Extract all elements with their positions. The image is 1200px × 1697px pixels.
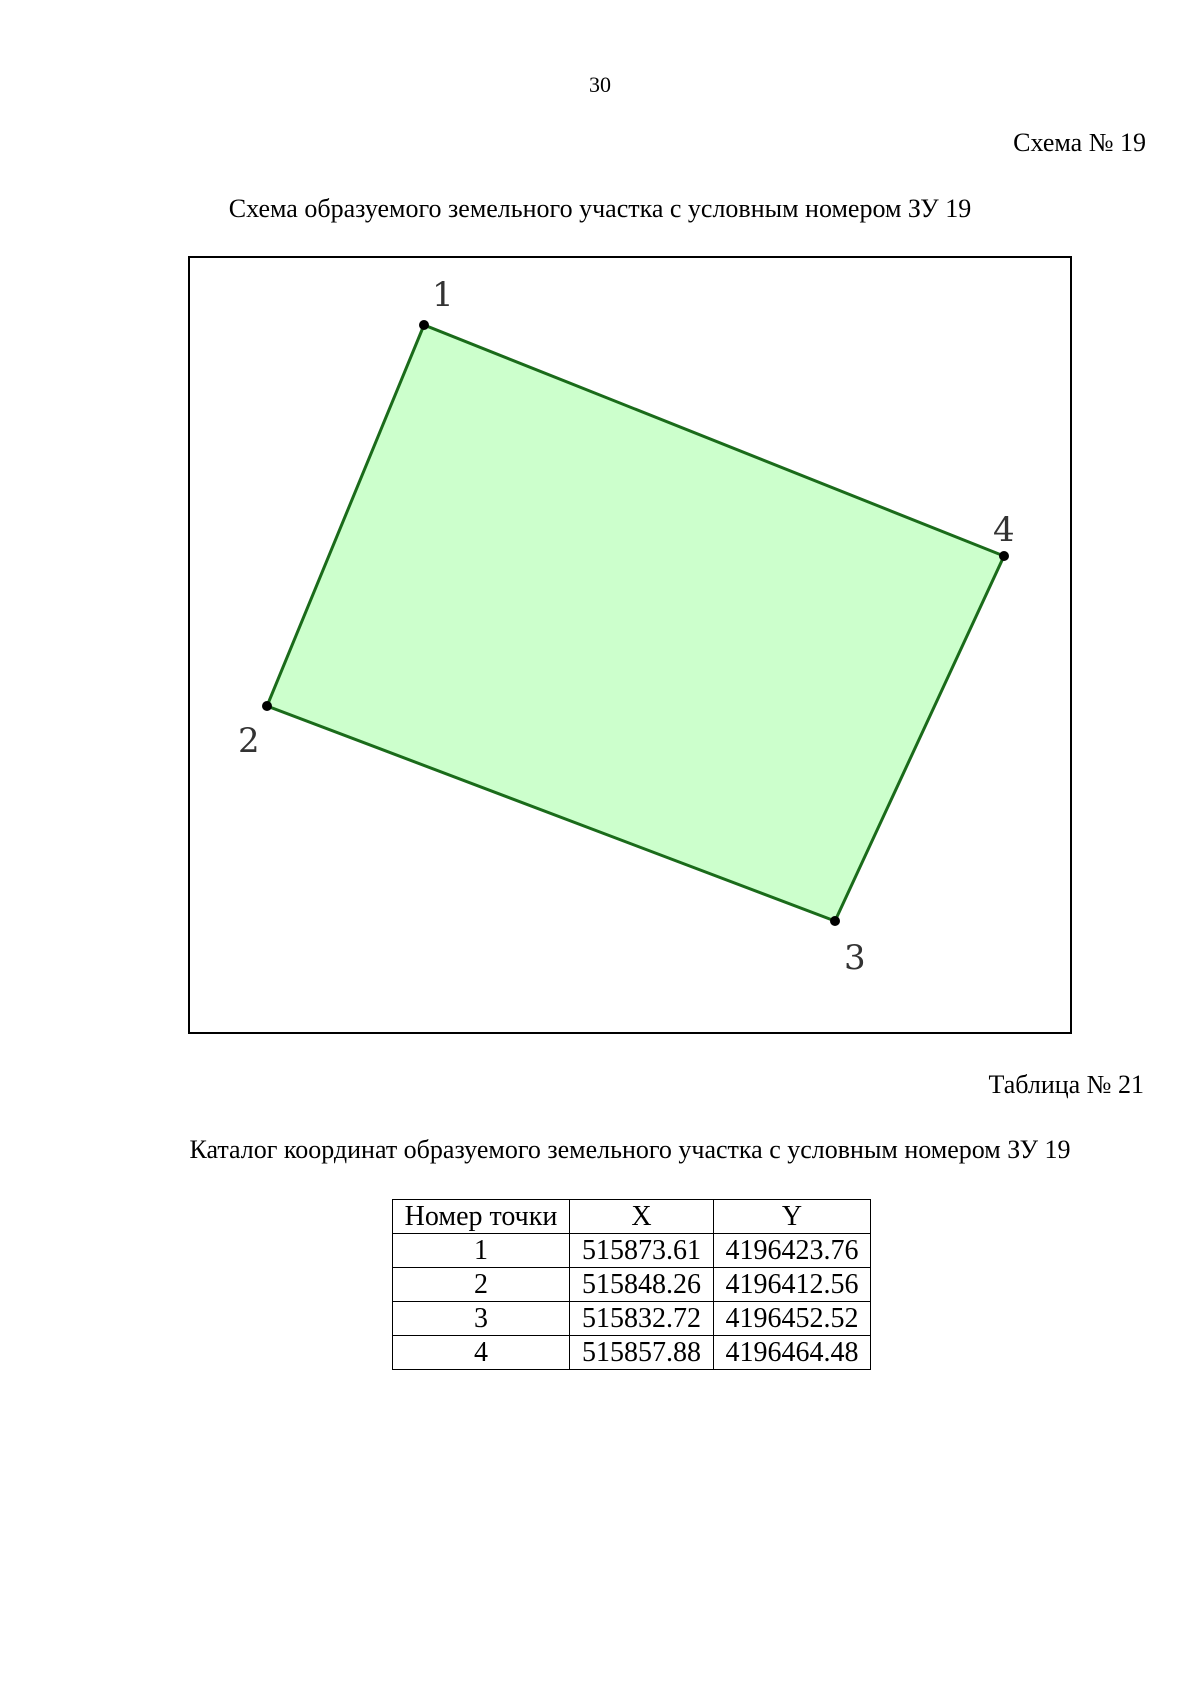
vertex-label-3: 3 xyxy=(844,938,866,978)
vertex-point-3 xyxy=(830,916,840,926)
vertex-label-4: 4 xyxy=(993,510,1015,550)
point-number-cell: 2 xyxy=(393,1268,570,1302)
scheme-frame xyxy=(188,256,1072,1034)
y-cell: 4196464.48 xyxy=(714,1336,871,1370)
y-cell: 4196452.52 xyxy=(714,1302,871,1336)
x-cell: 515832.72 xyxy=(570,1302,714,1336)
vertex-point-1 xyxy=(419,320,429,330)
y-cell: 4196412.56 xyxy=(714,1268,871,1302)
land-plot-diagram xyxy=(190,258,1070,1032)
x-cell: 515848.26 xyxy=(570,1268,714,1302)
vertex-label-2: 2 xyxy=(238,721,260,761)
coordinates-table xyxy=(392,1199,871,1370)
point-number-cell: 1 xyxy=(393,1234,570,1268)
column-header-x: X xyxy=(570,1200,714,1234)
vertex-point-2 xyxy=(262,701,272,711)
column-header-y: Y xyxy=(714,1200,871,1234)
table-title: Каталог координат образуемого земельного участка с условным номером ЗУ 19 xyxy=(189,1135,1071,1164)
page-number: 30 xyxy=(589,72,611,97)
table-row xyxy=(393,1336,871,1370)
point-number-cell: 3 xyxy=(393,1302,570,1336)
table-number: Таблица № 21 xyxy=(988,1070,1144,1099)
y-cell: 4196423.76 xyxy=(714,1234,871,1268)
scheme-title: Схема образуемого земельного участка с условным номером ЗУ 19 xyxy=(228,194,972,223)
table-header-row xyxy=(393,1200,871,1234)
column-header-point-number: Номер точки xyxy=(393,1200,570,1234)
land-plot-polygon xyxy=(267,325,1004,921)
table-row xyxy=(393,1302,871,1336)
vertex-label-1: 1 xyxy=(432,275,454,315)
x-cell: 515857.88 xyxy=(570,1336,714,1370)
table-row xyxy=(393,1234,871,1268)
point-number-cell: 4 xyxy=(393,1336,570,1370)
scheme-number: Схема № 19 xyxy=(1013,128,1146,157)
vertex-point-4 xyxy=(999,551,1009,561)
x-cell: 515873.61 xyxy=(570,1234,714,1268)
table-row xyxy=(393,1268,871,1302)
